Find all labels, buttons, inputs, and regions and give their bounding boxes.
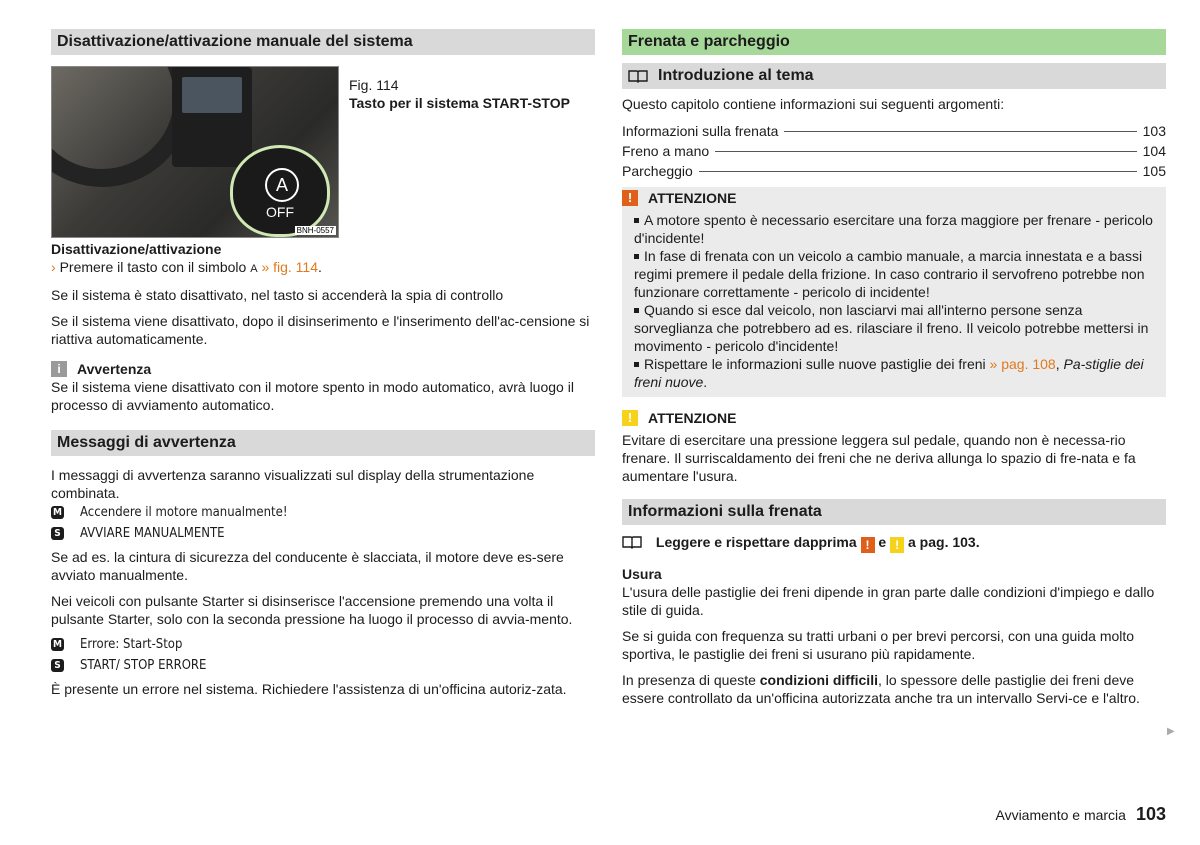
page-number: 103 [1135, 804, 1166, 824]
paragraph: Nei veicoli con pulsante Starter si disinserisce l'accensione premendo una volta il pulsante Starter, solo con la seconda pressione ha luogo il processo di avvia-mento. [51, 593, 573, 627]
read-page-ref: a pag. 103. [908, 534, 980, 550]
step-text: Premere il tasto con il simbolo [59, 259, 247, 275]
paragraph: L'usura delle pastiglie dei freni dipende in gran parte dalle condizioni d'impiego e dallo stile di guida. [622, 584, 1155, 618]
warning-icon: ! [622, 410, 638, 426]
warning-header [622, 409, 1166, 427]
message-text: AVVIARE MANUALMENTE [80, 526, 225, 541]
radio-screen-graphic [182, 77, 242, 113]
paragraph: Se il sistema viene disattivato, dopo il disinserimento e l'inserimento dell'ac-censione si riattiva automaticamente. [51, 313, 590, 347]
warning-title: ATTENZIONE [648, 190, 737, 206]
section-title-braking: Informazioni sulla frenata [622, 499, 1166, 525]
start-stop-button-callout [230, 145, 330, 237]
continue-arrow-icon: ▶ [1167, 726, 1175, 737]
read-text: Leggere e rispettare dapprima [655, 534, 857, 550]
toc-page: 103 [1142, 123, 1166, 139]
step-arrow-icon: › [51, 259, 56, 275]
warning-box-orange [622, 187, 1166, 397]
display-m-icon: M [51, 638, 64, 651]
message-item [51, 655, 595, 676]
display-s-icon: S [51, 527, 64, 540]
page-footer [995, 804, 1166, 825]
page-link[interactable]: » pag. 108 [989, 356, 1056, 372]
message-text: START/ STOP ERRORE [80, 658, 207, 673]
start-stop-inline-icon: A [250, 263, 258, 275]
table-of-contents [622, 121, 1166, 181]
step-line [51, 258, 595, 278]
warning-header [622, 189, 1156, 207]
section-title-manual: Disattivazione/attivazione manuale del sistema [51, 29, 595, 55]
paragraph: È presente un errore nel sistema. Richiedere l'assistenza di un'officina autoriz-zata. [51, 681, 567, 697]
figure-114 [51, 66, 595, 238]
footer-chapter: Avviamento e marcia [995, 807, 1126, 823]
message-item [51, 523, 595, 544]
message-item [51, 502, 595, 523]
warning-bullet: A motore spento è necessario esercitare una forza maggiore per frenare - pericolo d'incidente! [634, 212, 1153, 246]
paragraph: In presenza di queste condizioni difficili, lo spessore delle pastiglie dei freni deve essere controllato da un'officina autorizzata anche tra un intervallo Servi-ce e l'altro. [622, 672, 1140, 706]
warning-text: Evitare di esercitare una pressione leggera sul pedale, quando non è necessa-rio frenare. Il surriscaldamento dei freni che ne deriva allunga lo spazio di fre-nata e fa aumentare l'usura. [622, 432, 1136, 484]
figure-number: Fig. 114 [349, 77, 399, 93]
intro-header [622, 63, 1166, 89]
warning-bullet: Quando si esce dal veicolo, non lasciarvi mai all'interno persone senza sorveglianza che potrebbero ad es. rilasciare il freno. Il veicolo potrebbe mettersi in movimento - pericolo d'incidente! [634, 302, 1149, 354]
toc-row[interactable] [622, 121, 1166, 141]
warning-title: ATTENZIONE [648, 410, 737, 426]
left-column [51, 29, 595, 698]
bold-term: condizioni difficili [759, 672, 878, 688]
warning-icon: ! [622, 190, 638, 206]
chapter-title: Frenata e parcheggio [622, 29, 1166, 55]
warning-icon: ! [861, 537, 875, 553]
fig-link[interactable]: » fig. 114 [261, 259, 318, 275]
subsection-title: Disattivazione/attivazione [51, 241, 222, 257]
message-text: Errore: Start-Stop [80, 637, 183, 652]
warning-bullet: In fase di frenata con un veicolo a cambio manuale, a marcia innestata e a bassi regimi premere il pedale della frizione. In caso contrario il servofreno potrebbe non funzionare correttamente - pericolo di incidente! [634, 248, 1145, 300]
right-column [622, 29, 1166, 707]
toc-row[interactable] [622, 161, 1166, 181]
usura-title: Usura [622, 566, 662, 582]
figure-caption [349, 76, 570, 112]
figure-caption-text: Tasto per il sistema START-STOP [349, 95, 570, 111]
display-m-icon: M [51, 506, 64, 519]
start-stop-symbol-icon: A [265, 168, 299, 202]
steering-wheel-graphic [51, 66, 192, 187]
toc-page: 105 [1142, 163, 1166, 179]
paragraph: Se il sistema è stato disattivato, nel tasto si accenderà la spia di controllo [51, 287, 504, 303]
toc-label: Informazioni sulla frenata [622, 123, 779, 139]
paragraph: Se si guida con frequenza su tratti urbani o per brevi percorsi, con una guida molto sportiva, le pastiglie dei freni si usurano più rapidamente. [622, 628, 1135, 662]
book-icon [622, 535, 642, 549]
intro-title: Introduzione al tema [658, 67, 814, 84]
toc-label: Freno a mano [622, 143, 710, 159]
step-end: . [318, 259, 322, 275]
italic-ref: Pa-stiglie dei freni nuove [634, 356, 1144, 390]
note-header [51, 360, 595, 378]
caution-icon: ! [890, 537, 904, 553]
off-label: OFF [266, 204, 294, 220]
toc-page: 104 [1142, 143, 1166, 159]
note-title: Avvertenza [77, 361, 152, 377]
display-s-icon: S [51, 659, 64, 672]
info-icon: i [51, 361, 67, 377]
warning-box-yellow [622, 409, 1166, 485]
paragraph: Se ad es. la cintura di sicurezza del conducente è slacciata, il motore deve es-sere avviato manualmente. [51, 549, 564, 583]
toc-label: Parcheggio [622, 163, 693, 179]
toc-row[interactable] [622, 141, 1166, 161]
paragraph: I messaggi di avvertenza saranno visualizzati sul display della strumentazione combinata. [51, 467, 535, 501]
read-first-line [622, 533, 1166, 553]
figure-code: BNH-0557 [296, 226, 334, 235]
message-item [51, 634, 595, 655]
message-text: Accendere il motore manualmente! [80, 505, 288, 520]
read-and: e [878, 534, 887, 550]
book-icon [628, 69, 648, 83]
section-title-messages: Messaggi di avvertenza [51, 430, 595, 456]
intro-text: Questo capitolo contiene informazioni sui seguenti argomenti: [622, 96, 1005, 112]
figure-image [51, 66, 339, 238]
note-text: Se il sistema viene disattivato con il motore spento in modo automatico, avrà luogo il processo di avviamento automatico. [51, 379, 574, 413]
warning-bullet: Rispettare le informazioni sulle nuove pastiglie dei freni » pag. 108, Pa-stiglie dei freni nuove. [634, 356, 1144, 390]
